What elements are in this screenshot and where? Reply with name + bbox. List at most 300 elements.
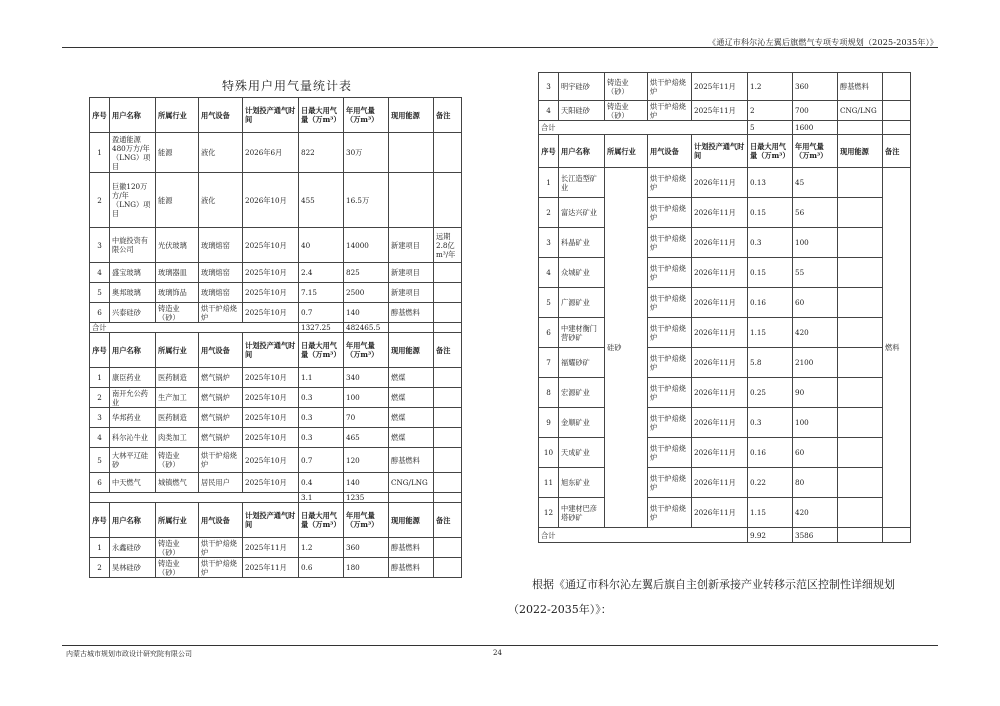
table-cell: 2026年11月 — [692, 378, 748, 408]
table-cell — [883, 121, 911, 135]
table-cell — [434, 283, 462, 303]
table-cell: 燃气锅炉 — [199, 368, 243, 388]
total-daily: 1327.25 — [299, 323, 344, 333]
column-header: 用户名称 — [110, 503, 156, 538]
table-cell: 烘干炉焙烧炉 — [199, 303, 243, 323]
column-header: 所属行业 — [156, 333, 199, 368]
table-cell: 新建项目 — [389, 228, 434, 263]
right-gas-table — [538, 72, 911, 543]
table-cell — [434, 428, 462, 448]
table-cell: 燃气锅炉 — [199, 428, 243, 448]
table-cell — [434, 133, 462, 173]
table-cell — [389, 173, 434, 228]
table-cell: 0.3 — [299, 388, 344, 408]
table-title: 特殊用户用气量统计表 — [222, 79, 353, 93]
table-row — [90, 303, 462, 323]
table-cell: 富达兴矿业 — [559, 198, 605, 228]
table-cell: 16.5万 — [344, 173, 389, 228]
total-label — [90, 493, 299, 503]
table-cell: 40 — [299, 228, 344, 263]
column-header: 所属行业 — [605, 135, 648, 168]
table-cell: 盈通能源480万方/年（LNG）项目 — [110, 133, 156, 173]
footer-organization: 内蒙古城市规划市政设计研究院有限公司 — [66, 650, 192, 658]
table-row — [539, 288, 911, 318]
table-cell — [838, 528, 883, 543]
table-cell — [838, 438, 883, 468]
table-row — [539, 498, 911, 528]
column-header: 备注 — [883, 135, 911, 168]
table-cell: 90 — [793, 378, 838, 408]
column-header: 所属行业 — [156, 98, 199, 133]
table-cell — [434, 263, 462, 283]
table-cell: 0.4 — [299, 473, 344, 493]
table-cell: 燃气锅炉 — [199, 388, 243, 408]
table-cell: 12 — [539, 498, 559, 528]
table-cell: 2025年10月 — [243, 263, 299, 283]
table-cell — [434, 303, 462, 323]
table-cell: 烘干炉焙烧炉 — [648, 288, 692, 318]
table-cell — [838, 378, 883, 408]
table-cell: 烘干炉焙烧炉 — [648, 73, 692, 101]
table-cell: 2 — [748, 101, 793, 121]
industry-cell: 硅砂 — [605, 168, 648, 528]
table-cell: 2025年10月 — [243, 283, 299, 303]
table-cell: 宏源矿业 — [559, 378, 605, 408]
table-cell: 2026年10月 — [243, 173, 299, 228]
table-cell: 4 — [539, 258, 559, 288]
table-cell: 科尔沁牛业 — [110, 428, 156, 448]
table-cell — [838, 318, 883, 348]
column-header: 年用气量（万m³） — [344, 503, 389, 538]
table-row — [539, 348, 911, 378]
table-cell — [838, 198, 883, 228]
table-cell: 6 — [539, 318, 559, 348]
table-cell: 2025年10月 — [243, 473, 299, 493]
table-cell: 液化 — [199, 133, 243, 173]
column-header: 计划投产通气时间 — [243, 503, 299, 538]
total-annual: 1235 — [344, 493, 389, 503]
footer-rule — [62, 645, 938, 646]
table-cell: 4 — [90, 263, 110, 283]
table-row — [90, 388, 462, 408]
column-header: 用气设备 — [648, 135, 692, 168]
table-cell — [434, 558, 462, 578]
table-cell: 兴泰硅砂 — [110, 303, 156, 323]
table-cell — [434, 448, 462, 473]
total-annual: 1600 — [793, 121, 838, 135]
table-cell: 天成矿业 — [559, 438, 605, 468]
table-cell: 0.7 — [299, 303, 344, 323]
table-cell: 南开允公药业 — [110, 388, 156, 408]
column-header: 备注 — [434, 98, 462, 133]
table-cell: 烘干炉焙烧炉 — [199, 558, 243, 578]
column-header: 现用能源 — [389, 333, 434, 368]
table-cell: 70 — [344, 408, 389, 428]
table-cell: 2026年11月 — [692, 228, 748, 258]
column-header: 年用气量（万m³） — [344, 98, 389, 133]
table-cell: 华邦药业 — [110, 408, 156, 428]
table-cell — [389, 133, 434, 173]
column-header: 现用能源 — [838, 135, 883, 168]
table-cell: 0.22 — [748, 468, 793, 498]
table-cell: 2025年11月 — [243, 558, 299, 578]
table-cell: 烘干炉焙烧炉 — [199, 538, 243, 558]
table-cell: 玻璃熔窑 — [199, 263, 243, 283]
table-cell: 14000 — [344, 228, 389, 263]
table-cell: 2100 — [793, 348, 838, 378]
table-row — [539, 408, 911, 438]
table-cell: 众城矿业 — [559, 258, 605, 288]
table-cell: 1 — [90, 538, 110, 558]
column-header: 计划投产通气时间 — [243, 333, 299, 368]
column-header: 用气设备 — [199, 98, 243, 133]
table-cell: 180 — [344, 558, 389, 578]
table-cell: 55 — [793, 258, 838, 288]
table-cell: CNG/LNG — [389, 473, 434, 493]
total-label: 合计 — [539, 121, 748, 135]
column-header: 用户名称 — [110, 98, 156, 133]
paragraph-line-2: （2022-2035年）》： — [508, 603, 612, 616]
table-cell — [838, 348, 883, 378]
table-cell — [838, 228, 883, 258]
table-cell: 1.1 — [299, 368, 344, 388]
table-row — [539, 378, 911, 408]
table-cell — [838, 121, 883, 135]
table-cell: 2025年11月 — [243, 538, 299, 558]
table-cell: 烘干炉焙烧炉 — [199, 448, 243, 473]
table-cell: 2.4 — [299, 263, 344, 283]
table-cell — [434, 473, 462, 493]
table-cell: 2 — [90, 388, 110, 408]
note-cell: 燃料 — [883, 168, 911, 528]
body-paragraph — [508, 572, 948, 622]
table-cell: 6 — [90, 473, 110, 493]
table-cell: 烘干炉焙烧炉 — [648, 498, 692, 528]
table-cell: 120 — [344, 448, 389, 473]
table-cell — [434, 408, 462, 428]
table-cell: 烘干炉焙烧炉 — [648, 258, 692, 288]
table-cell: 2025年10月 — [243, 228, 299, 263]
table-cell: 56 — [793, 198, 838, 228]
table-row — [539, 438, 911, 468]
table-cell: 360 — [793, 73, 838, 101]
table-cell — [838, 468, 883, 498]
column-header: 用户名称 — [559, 135, 605, 168]
table-cell: 2026年11月 — [692, 498, 748, 528]
table-cell: 455 — [299, 173, 344, 228]
table-cell: 金顺矿业 — [559, 408, 605, 438]
table-cell: 140 — [344, 303, 389, 323]
table-cell: 2025年10月 — [243, 368, 299, 388]
table-row — [90, 173, 462, 228]
table-cell: 广源矿业 — [559, 288, 605, 318]
table-cell: 420 — [793, 498, 838, 528]
table-cell: 玻璃饰品 — [156, 283, 199, 303]
table-cell — [838, 168, 883, 198]
table-cell: 2 — [90, 558, 110, 578]
column-header: 用户名称 — [110, 333, 156, 368]
table-cell: 2026年11月 — [692, 198, 748, 228]
table-cell: 烘干炉焙烧炉 — [648, 168, 692, 198]
table-cell: 2026年11月 — [692, 318, 748, 348]
table-cell: 医药制造 — [156, 368, 199, 388]
table-header-row — [539, 135, 911, 168]
column-header: 现用能源 — [389, 503, 434, 538]
left-gas-table — [89, 97, 462, 578]
table-cell: 2 — [90, 173, 110, 228]
table-cell: 45 — [793, 168, 838, 198]
table-cell: 居民用户 — [199, 473, 243, 493]
table-cell: 巨徽120万方/年（LNG）项目 — [110, 173, 156, 228]
table-row — [90, 428, 462, 448]
table-row — [539, 168, 911, 198]
table-cell: 康臣药业 — [110, 368, 156, 388]
table-header-row — [90, 333, 462, 368]
table-cell: 5 — [539, 288, 559, 318]
column-header: 备注 — [434, 333, 462, 368]
table-cell: 3 — [539, 228, 559, 258]
table-cell: 醇基燃料 — [389, 558, 434, 578]
table-cell: 3 — [539, 73, 559, 101]
table-cell: 铸造业（砂） — [156, 538, 199, 558]
table-cell: 7.15 — [299, 283, 344, 303]
paragraph-line-1: 根据《通辽市科尔沁左翼后旗自主创新承接产业转移示范区控制性详细规划 — [532, 578, 895, 591]
table-cell: 燃煤 — [389, 428, 434, 448]
total-row — [90, 493, 462, 503]
table-cell: 5 — [90, 448, 110, 473]
column-header: 用气设备 — [199, 503, 243, 538]
table-row — [90, 448, 462, 473]
column-header: 年用气量（万m³） — [793, 135, 838, 168]
table-cell: 2025年10月 — [243, 408, 299, 428]
total-annual: 482465.5 — [344, 323, 389, 333]
table-cell: 昊林硅砂 — [110, 558, 156, 578]
running-header: 《通辽市科尔沁左翼后旗燃气专项专项规划（2025-2035年）》 — [708, 38, 938, 47]
column-header: 备注 — [434, 503, 462, 538]
table-cell — [434, 388, 462, 408]
table-cell: 465 — [344, 428, 389, 448]
table-cell: 1.15 — [748, 318, 793, 348]
table-cell: 0.25 — [748, 378, 793, 408]
table-row — [90, 263, 462, 283]
total-label: 合计 — [539, 528, 748, 543]
table-cell: 10 — [539, 438, 559, 468]
table-cell: 0.3 — [748, 408, 793, 438]
table-cell: 烘干炉焙烧炉 — [648, 101, 692, 121]
table-cell: 80 — [793, 468, 838, 498]
table-row — [90, 228, 462, 263]
table-row — [90, 558, 462, 578]
table-cell: 3 — [90, 228, 110, 263]
table-row — [90, 368, 462, 388]
table-cell: 中建材衡门营砂矿 — [559, 318, 605, 348]
table-cell: CNG/LNG — [838, 101, 883, 121]
table-row — [90, 473, 462, 493]
page-number: 24 — [493, 649, 502, 657]
table-cell: 2026年11月 — [692, 258, 748, 288]
table-cell: 玻璃器皿 — [156, 263, 199, 283]
table-cell: 烘干炉焙烧炉 — [648, 318, 692, 348]
table-cell: 420 — [793, 318, 838, 348]
table-cell: 长江造型矿业 — [559, 168, 605, 198]
column-header: 用气设备 — [199, 333, 243, 368]
table-cell: 825 — [344, 263, 389, 283]
column-header: 序号 — [539, 135, 559, 168]
table-cell: 燃煤 — [389, 368, 434, 388]
total-label: 合计 — [90, 323, 299, 333]
table-cell: 140 — [344, 473, 389, 493]
table-cell: 铸造业（砂） — [605, 73, 648, 101]
column-header: 序号 — [90, 503, 110, 538]
table-cell: 烘干炉焙烧炉 — [648, 408, 692, 438]
table-cell: 烘干炉焙烧炉 — [648, 348, 692, 378]
table-cell: 科晶矿业 — [559, 228, 605, 258]
total-annual: 3586 — [793, 528, 838, 543]
column-header: 日最大用气量（万m³） — [299, 98, 344, 133]
table-cell: 4 — [90, 428, 110, 448]
table-cell: 9 — [539, 408, 559, 438]
table-cell: 光伏玻璃 — [156, 228, 199, 263]
column-header: 现用能源 — [389, 98, 434, 133]
table-cell: 烘干炉焙烧炉 — [648, 378, 692, 408]
table-cell: 燃煤 — [389, 388, 434, 408]
column-header: 年用气量（万m³） — [344, 333, 389, 368]
table-cell: 玻璃熔窑 — [199, 283, 243, 303]
table-cell: 能源 — [156, 173, 199, 228]
table-cell: 1.15 — [748, 498, 793, 528]
table-cell: 7 — [539, 348, 559, 378]
table-header-row — [90, 503, 462, 538]
table-cell: 新建项目 — [389, 263, 434, 283]
column-header: 计划投产通气时间 — [243, 98, 299, 133]
table-cell: 4 — [539, 101, 559, 121]
table-cell — [883, 528, 911, 543]
table-row — [90, 538, 462, 558]
table-cell: 2025年10月 — [243, 388, 299, 408]
table-cell: 燃煤 — [389, 408, 434, 428]
table-cell: 盛宝玻璃 — [110, 263, 156, 283]
table-cell: 5 — [90, 283, 110, 303]
table-cell — [434, 323, 462, 333]
table-cell: 肉类加工 — [156, 428, 199, 448]
table-cell: 中天燃气 — [110, 473, 156, 493]
table-cell: 60 — [793, 438, 838, 468]
table-cell: 玻璃熔窑 — [199, 228, 243, 263]
table-cell: 中建材巴彦塔砂矿 — [559, 498, 605, 528]
table-cell: 2026年11月 — [692, 468, 748, 498]
table-cell — [883, 101, 911, 121]
table-row — [90, 408, 462, 428]
table-cell: 2500 — [344, 283, 389, 303]
table-cell — [434, 173, 462, 228]
table-cell: 0.16 — [748, 438, 793, 468]
table-cell — [883, 73, 911, 101]
table-cell: 2025年11月 — [692, 101, 748, 121]
table-cell — [434, 538, 462, 558]
table-cell: 铸造业（砂） — [605, 101, 648, 121]
table-cell: 醇基燃料 — [389, 303, 434, 323]
table-cell: 1.2 — [748, 73, 793, 101]
table-cell: 1 — [90, 368, 110, 388]
table-cell: 1 — [539, 168, 559, 198]
table-cell: 2025年10月 — [243, 448, 299, 473]
table-row — [539, 73, 911, 101]
table-cell: 0.6 — [299, 558, 344, 578]
table-cell: 铸造业（砂） — [156, 303, 199, 323]
table-cell: 中旋投资有限公司 — [110, 228, 156, 263]
table-cell: 烘干炉焙烧炉 — [648, 468, 692, 498]
table-cell: 60 — [793, 288, 838, 318]
table-cell: 1 — [90, 133, 110, 173]
table-cell: 0.3 — [299, 408, 344, 428]
table-cell: 30万 — [344, 133, 389, 173]
table-cell: 奥邦玻璃 — [110, 283, 156, 303]
table-cell: 天阳硅砂 — [559, 101, 605, 121]
table-row — [90, 283, 462, 303]
table-cell: 2025年10月 — [243, 428, 299, 448]
table-cell: 3 — [90, 408, 110, 428]
table-cell: 新建项目 — [389, 283, 434, 303]
table-row — [90, 133, 462, 173]
total-daily: 9.92 — [748, 528, 793, 543]
table-cell: 2026年11月 — [692, 348, 748, 378]
table-cell: 0.3 — [748, 228, 793, 258]
table-cell — [434, 368, 462, 388]
table-cell: 大林平辽硅砂 — [110, 448, 156, 473]
table-cell: 明宇硅砂 — [559, 73, 605, 101]
table-cell: 1.2 — [299, 538, 344, 558]
table-cell: 340 — [344, 368, 389, 388]
table-cell: 铸造业（砂） — [156, 448, 199, 473]
column-header: 计划投产通气时间 — [692, 135, 748, 168]
table-cell: 100 — [793, 228, 838, 258]
table-cell — [389, 493, 434, 503]
table-row — [539, 258, 911, 288]
table-cell: 6 — [90, 303, 110, 323]
table-cell: 烘干炉焙烧炉 — [648, 198, 692, 228]
total-daily: 3.1 — [299, 493, 344, 503]
table-row — [539, 198, 911, 228]
table-cell: 2026年11月 — [692, 438, 748, 468]
table-cell: 城镇燃气 — [156, 473, 199, 493]
column-header: 所属行业 — [156, 503, 199, 538]
table-cell: 2026年11月 — [692, 408, 748, 438]
table-cell: 11 — [539, 468, 559, 498]
table-cell — [838, 498, 883, 528]
table-cell: 700 — [793, 101, 838, 121]
column-header: 日最大用气量（万m³） — [299, 333, 344, 368]
table-cell — [838, 258, 883, 288]
table-cell: 0.15 — [748, 198, 793, 228]
table-cell: 醇基燃料 — [838, 73, 883, 101]
table-cell: 能源 — [156, 133, 199, 173]
total-daily: 5 — [748, 121, 793, 135]
table-cell: 8 — [539, 378, 559, 408]
table-cell: 2026年11月 — [692, 168, 748, 198]
table-cell: 822 — [299, 133, 344, 173]
table-cell: 醇基燃料 — [389, 448, 434, 473]
table-cell — [838, 408, 883, 438]
table-cell: 0.13 — [748, 168, 793, 198]
total-row — [539, 528, 911, 543]
table-cell — [434, 493, 462, 503]
table-cell: 2025年10月 — [243, 303, 299, 323]
table-cell: 燃气锅炉 — [199, 408, 243, 428]
table-cell: 烘干炉焙烧炉 — [648, 228, 692, 258]
table-cell: 0.7 — [299, 448, 344, 473]
table-cell: 旭东矿业 — [559, 468, 605, 498]
table-cell: 远期2.8亿m³/年 — [434, 228, 462, 263]
